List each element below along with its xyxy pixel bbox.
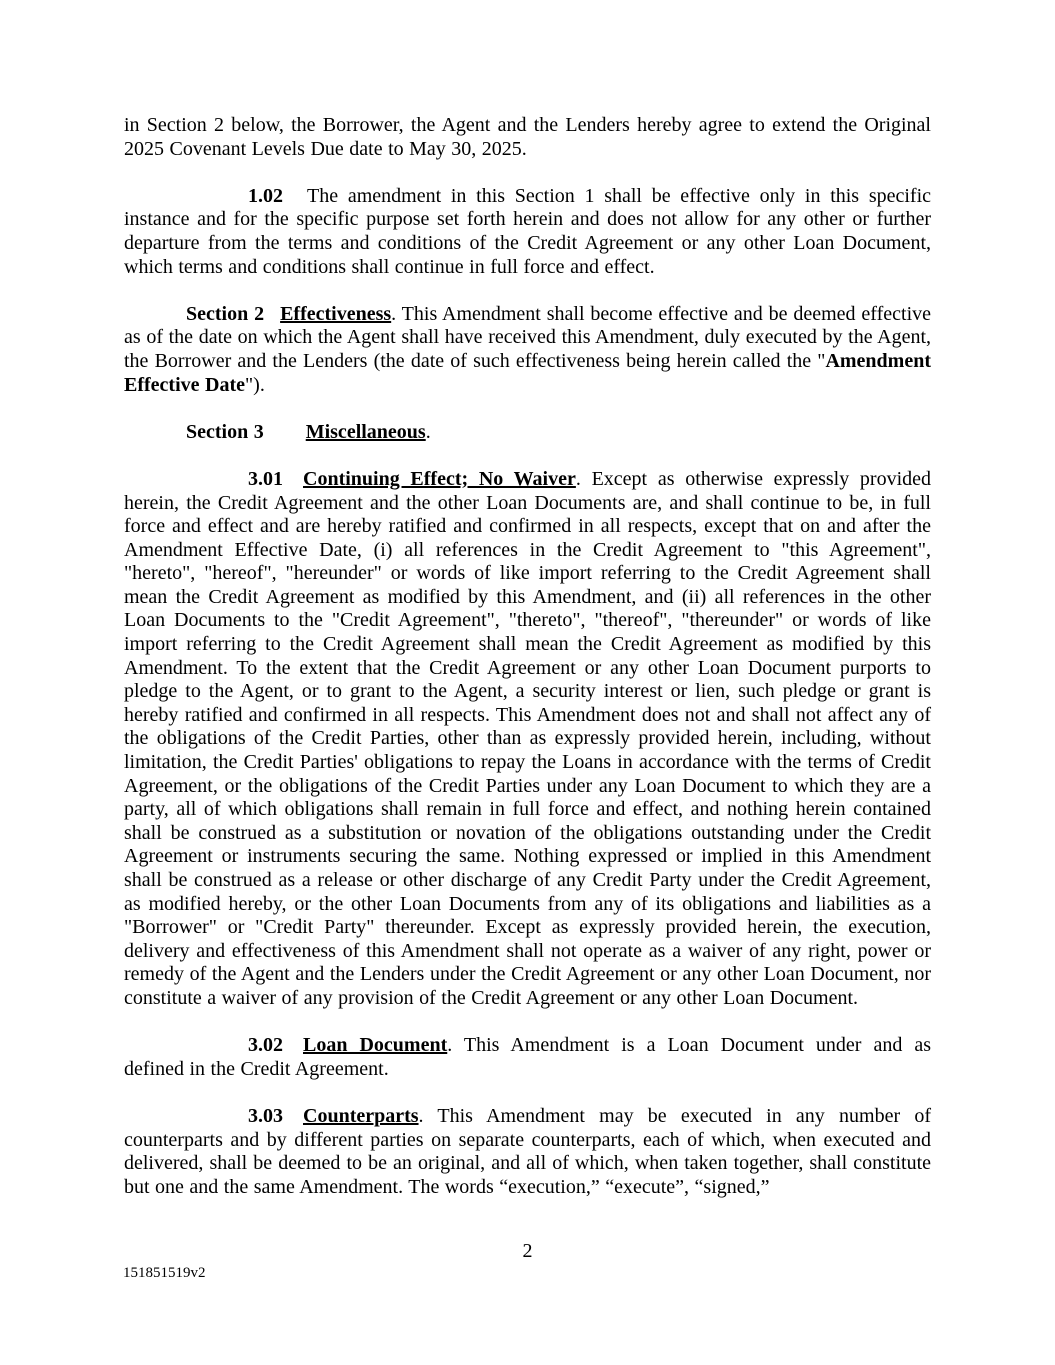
- defined-term-bold: Amendment Effective Date: [124, 349, 931, 396]
- body-text: in Section 2 below, the Borrower, the Agent and the Lenders hereby agree to extend the Original 2025 Covenant Levels Due date to May 30, 2025.: [124, 114, 931, 160]
- document-body: [124, 114, 931, 1223]
- section-number: 1.02: [248, 184, 283, 207]
- heading-underlined: Miscellaneous: [305, 420, 426, 443]
- body-text: The amendment in this Section 1 shall be effective only in this specific instance and for the specific purpose set forth herein and does not allow for any other or further departure from the terms and conditions of the Credit Agreement or any other Loan Document, which terms and conditions shall continue in full force and effect.: [124, 184, 931, 278]
- paragraph-3-02: [124, 1034, 931, 1081]
- document-id-footer: 151851519v2: [123, 1265, 206, 1281]
- body-text: . This Amendment is a Loan Document under and as defined in the Credit Agreement.: [124, 1034, 932, 1080]
- paragraph-section-3: [124, 421, 931, 445]
- paragraph-1-02: [124, 185, 931, 279]
- heading-underlined: Continuing Effect; No Waiver: [303, 467, 576, 490]
- body-text: . This Amendment shall become effective and be deemed effective as of the date on which the Agent shall have received this Amendment, duly executed by the Agent, the Borrower and the Lenders (the date of such effectiveness being herein called the ": [124, 302, 931, 372]
- tab-space: [283, 1121, 303, 1122]
- heading-underlined: Loan Document: [303, 1034, 448, 1057]
- paragraph-1-01-continuation: [124, 114, 931, 161]
- section-number: 3.02: [248, 1034, 283, 1057]
- paragraph-3-03: [124, 1105, 931, 1199]
- body-text: . Except as otherwise expressly provided herein, the Credit Agreement and the other Loan Documents are, and shall continue to be, in full force and effect and are hereby ratified and confirmed in all respects, except that on and after the Amendment Effective Date, (i) all references in the Credit Agreement to "this Agreement", "hereto", "hereof", "hereunder" or words of like import referring to the Credit Agreement shall mean the Credit Agreement as modified by this Amendment, and (ii) all references in the other Loan Documents to the "Credit Agreement", "thereto", "thereof", "thereunder" or words of like import referring to the Credit Agreement shall mean the Credit Agreement as modified by this Amendment. To the extent that the Credit Agreement or any other Loan Document purports to pledge to the Agent, or to grant to the Agent, a security interest or lien, such pledge or grant is hereby ratified and confirmed in all respects. This Amendment does not and shall not affect any of the obligations of the Credit Parties, other than as expressly provided herein, including, without limitation, the Credit Parties' obligations to repay the Loans in accordance with the terms of Credit Agreement, or the obligations of the Credit Parties under any Loan Document to which they are a party, all of which obligations shall remain in full force and effect, and nothing herein contained shall be construed as a substitution or novation of the obligations outstanding under the Credit Agreement or instruments securing the same. Nothing expressed or implied in this Amendment shall be construed as a release or other discharge of any Credit Party under the Credit Agreement, as modified hereby, or the other Loan Documents from any of its obligations and liabilities as a "Borrower" or "Credit Party" thereunder. Except as expressly provided herein, the execution, delivery and effectiveness of this Amendment shall not operate as a waiver of any right, power or remedy of the Agent and the Lenders under the Credit Agreement or any other Loan Document, nor constitute a waiver of any provision of the Credit Agreement or any other Loan Document.: [124, 467, 932, 1009]
- section-number: Section 3: [186, 420, 264, 443]
- section-number: Section 2: [186, 302, 265, 325]
- tab-space: [283, 484, 303, 485]
- heading-underlined: Counterparts: [303, 1104, 419, 1127]
- body-text: .: [425, 420, 431, 443]
- section-number: 3.03: [248, 1104, 283, 1127]
- paragraph-section-2: [124, 303, 931, 397]
- tab-space: [283, 201, 307, 202]
- tab-space: [264, 437, 306, 438]
- tab-space: [264, 319, 280, 320]
- section-number: 3.01: [248, 467, 283, 490]
- body-text: ").: [245, 373, 265, 396]
- page-number: 2: [522, 1240, 533, 1262]
- tab-space: [283, 1050, 303, 1051]
- heading-underlined: Effectiveness: [280, 302, 392, 325]
- body-text: . This Amendment may be executed in any number of counterparts and by different parties on separate counterparts, each of which, when executed and delivered, shall be deemed to be an original, and all of which, when taken together, shall constitute but one and the same Amendment. The words “execution,” “execute”, “signed,”: [124, 1104, 931, 1198]
- paragraph-3-01: [124, 468, 931, 1011]
